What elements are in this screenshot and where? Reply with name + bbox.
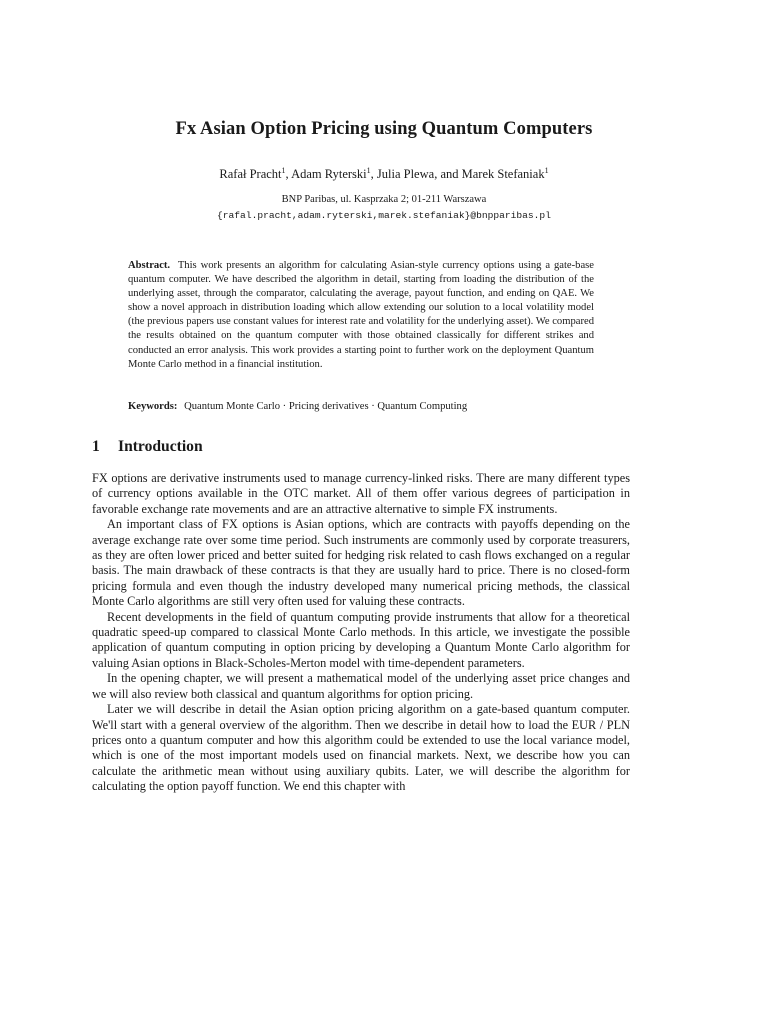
affiliation-marker: 1 — [544, 166, 549, 175]
keywords-text: Quantum Monte Carlo · Pricing derivatives · Quantum Computing — [184, 401, 468, 412]
author-list — [0, 167, 768, 182]
author-separator: , — [285, 167, 292, 181]
keywords-label: Keywords: — [128, 401, 178, 412]
affiliation-marker: 1 — [281, 166, 286, 175]
abstract-text: This work presents an algorithm for calculating Asian-style currency options using a gate-base quantum computer. We have described the algorithm in detail, starting from loading the distribution of the underlying asset, through the comparator, calculating the average, payout function, and ending on QAE. We show a novel approach in distribution loading which allow extending our solution to a local volatility model (the previous papers use constant values for interest rate and volatility for the underlying asset). We compared the results obtained on the quantum computer with those obtained classically for different strikes and conducted an error analysis. This work provides a starting point to further work on the deployment Quantum Monte Carlo method in a financial institution. — [128, 260, 594, 370]
keywords — [128, 400, 594, 414]
affiliation: BNP Paribas, ul. Kasprzaka 2; 01-211 Warszawa — [281, 194, 487, 205]
paragraph: An important class of FX options is Asian options, which are contracts with payoffs depending on the average exchange rate over some time period. Such instruments are commonly used by corporate treasurers, as they are often lower priced and better suited for hedging risk related to cash flows exchanged on a regular basis. The main drawback of these contracts is that they are usually hard to price. There is no closed-form pricing formula and even though the industry developed many numerical pricing methods, the classical Monte Carlo algorithms are still very often used for valuing these contracts. — [92, 517, 630, 609]
abstract-label: Abstract. — [128, 260, 171, 271]
affiliation-marker: 1 — [366, 166, 371, 175]
paragraph: FX options are derivative instruments used to manage currency-linked risks. There are many different types of currency options available in the OTC market. All of them offer various degrees of participation in favorable exchange rate movements and are an attractive alternative to simple FX instruments. — [92, 471, 630, 516]
section-body — [92, 471, 630, 795]
author-emails: {rafal.pracht,adam.ryterski,marek.stefaniak}@bnpparibas.pl — [217, 210, 551, 221]
paragraph: In the opening chapter, we will present a mathematical model of the underlying asset price changes and we will also review both classical and quantum algorithms for option pricing. — [92, 671, 630, 701]
paragraph: Later we will describe in detail the Asian option pricing algorithm on a gate-based quantum computer. We'll start with a general overview of the algorithm. Then we describe in detail how to load the EUR / PLN prices onto a quantum computer and how this algorithm could be extended to use the local variance model, which is one of the most important models used on financial markets. Next, we describe how you can calculate the arithmetic mean without using auxiliary qubits. Later, we will describe the algorithm for calculating the option payoff function. We end this chapter with — [92, 702, 630, 794]
paper-title: Fx Asian Option Pricing using Quantum Computers — [175, 119, 593, 139]
section-title: Introduction — [118, 438, 203, 455]
author-name: Julia Plewa — [376, 167, 435, 181]
abstract — [128, 259, 594, 372]
author-name: Rafał Pracht — [219, 167, 282, 181]
paragraph: Recent developments in the field of quantum computing provide instruments that allow for a theoretical quadratic speed-up compared to classical Monte Carlo methods. In this article, we investigate the possible application of quantum computing in option pricing by developing a Quantum Monte Carlo algorithm for valuing Asian options in Black-Scholes-Merton model with time-dependent parameters. — [92, 609, 630, 670]
author-separator: , — [370, 167, 377, 181]
section-number: 1 — [92, 438, 100, 455]
author-name: Marek Stefaniak — [461, 167, 545, 181]
author-name: Adam Ryterski — [291, 167, 367, 181]
author-separator: , and — [434, 167, 462, 181]
section-heading — [92, 438, 203, 456]
